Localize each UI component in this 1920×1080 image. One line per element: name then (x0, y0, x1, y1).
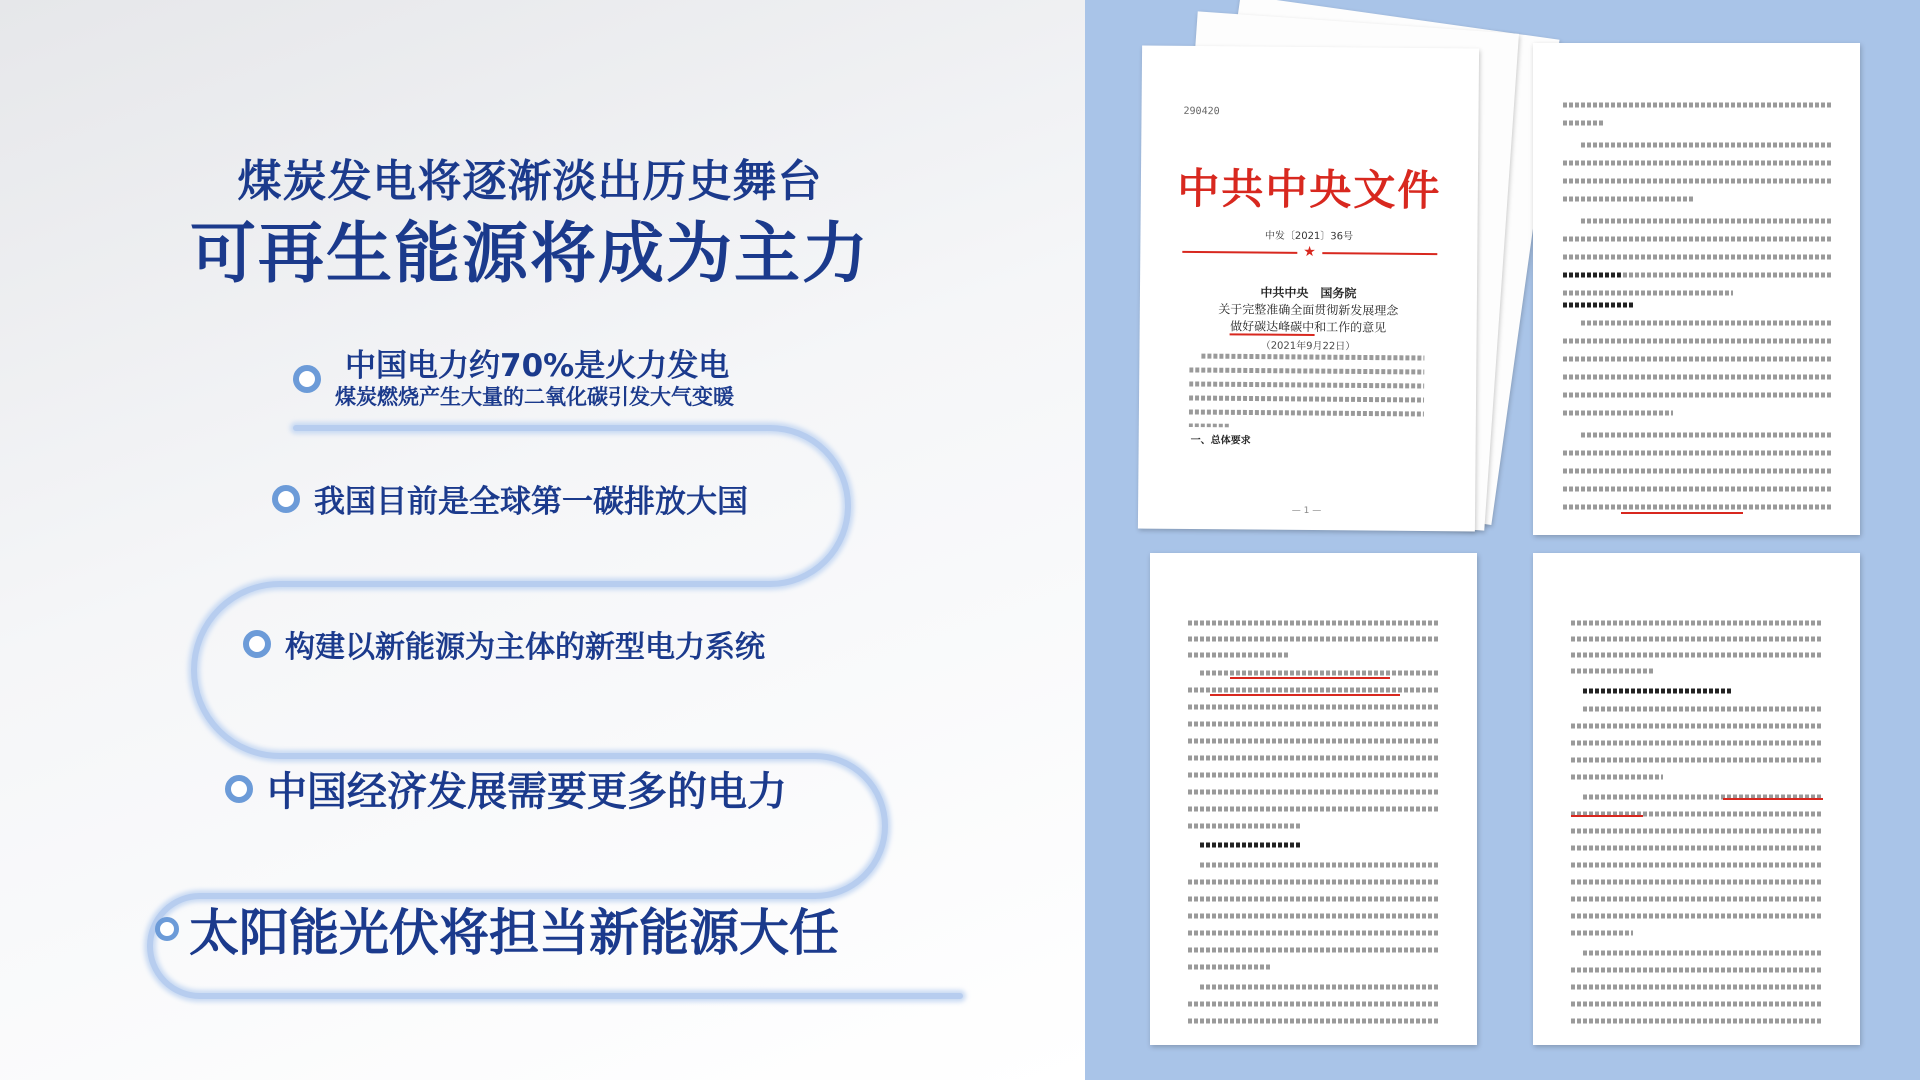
star-icon: ★ (1303, 243, 1316, 261)
document-red-header: 中共中央文件 (1177, 163, 1442, 216)
bullet-item-2 (272, 476, 748, 521)
document-date: （2021年9月22日） (1260, 340, 1356, 353)
section-heading: 一、总体要求 (1190, 434, 1251, 447)
document-issuer: 中共中央 国务院 (1260, 285, 1357, 301)
body-text-lines (1189, 352, 1430, 429)
headline-line-2: 可再生能源将成为主力 (190, 215, 870, 292)
underlined-keyword: 做好碳达峰碳中 (1230, 319, 1315, 335)
bullet-ring-icon (155, 917, 179, 941)
bullet-ring-icon (293, 365, 321, 393)
document-page-2 (1533, 43, 1860, 535)
document-page-4 (1533, 553, 1860, 1045)
bullet-item-3 (243, 622, 765, 666)
document-title-line-1: 关于完整准确全面贯彻新发展理念 (1218, 302, 1399, 318)
bullet-item-4 (225, 760, 787, 817)
bullet-2-text: 我国目前是全球第一碳排放大国 (314, 484, 748, 520)
document-images-panel (1085, 0, 1920, 1080)
bullet-3-text: 构建以新能源为主体的新型电力系统 (285, 630, 765, 665)
body-text-lines (1150, 553, 1477, 1045)
bullet-5-text: 太阳能光伏将担当新能源大任 (189, 904, 839, 962)
document-title-line-2: 做好碳达峰碳中和工作的意见 (1230, 319, 1387, 335)
document-number: 290420 (1183, 105, 1220, 118)
document-cover-page (1138, 46, 1479, 532)
headline-line-1: 煤炭发电将逐渐淡出历史舞台 (237, 156, 823, 207)
bullet-item-1 (293, 348, 734, 410)
red-divider (1182, 243, 1437, 261)
body-text-lines (1533, 553, 1860, 1045)
bullet-ring-icon (243, 630, 271, 658)
body-text-lines (1533, 43, 1860, 535)
bullet-ring-icon (225, 775, 253, 803)
bullet-1-text: 中国电力约70%是火力发电 (345, 348, 730, 384)
bullet-ring-icon (272, 485, 300, 513)
bullet-1-subtext: 煤炭燃烧产生大量的二氧化碳引发大气变暖 (335, 385, 734, 409)
page-number-mark: — 1 — (1291, 505, 1322, 517)
bullet-4-text: 中国经济发展需要更多的电力 (267, 769, 787, 815)
document-page-3 (1150, 553, 1477, 1045)
bullet-item-5 (155, 893, 839, 965)
document-code: 中发〔2021〕36号 (1264, 230, 1354, 243)
